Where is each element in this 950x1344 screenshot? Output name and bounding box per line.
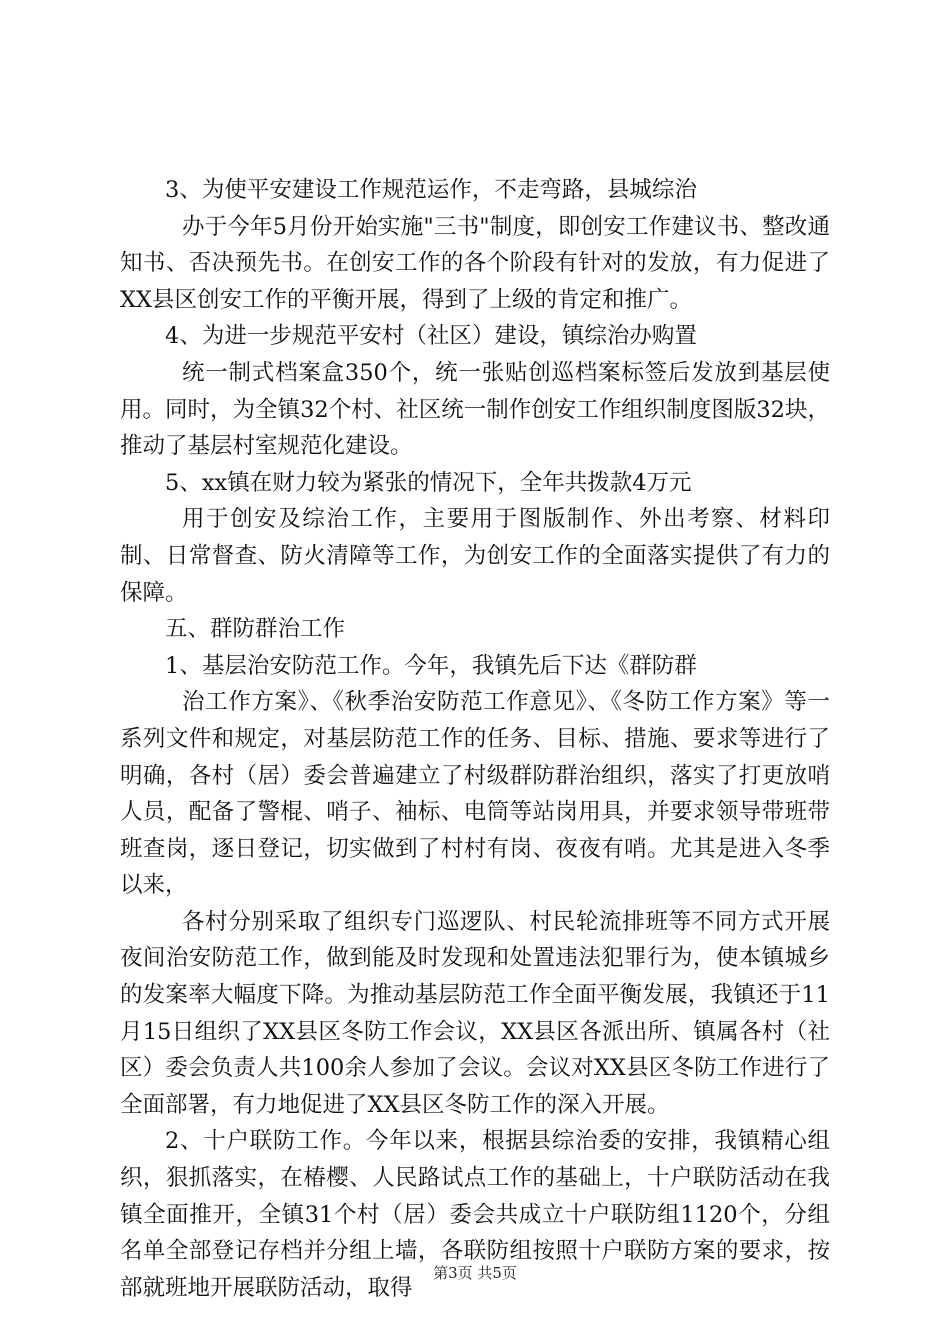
paragraph-10: 各村分别采取了组织专门巡逻队、村民轮流排班等不同方式开展夜间治安防范工作，做到能及时发现和处置违法犯罪行为，使本镇城乡的发案率大幅度下降。为推动基层防范工作全面平衡发展，我镇还于11月15日组织了XX县区冬防工作会议，XX县区各派出所、镇属各村（社区）委会负责人共100余人参加了会议。会议对XX县区冬防工作进行了全面部署，有力地促进了XX县区冬防工作的深入开展。 bbox=[120, 908, 830, 1118]
page-footer: 第3页 共5页 bbox=[433, 1264, 517, 1282]
paragraph-9: 治工作方案》、《秋季治安防范工作意见》、《冬防工作方案》等一系列文件和规定，对基层防范工作的任务、目标、措施、要求等进行了明确，各村（居）委会普遍建立了村级群防群治组织，落实了打更放哨人员，配备了警棍、哨子、袖标、电筒等站岗用具，并要求领导带班带班查岗，逐日登记，切实做到了村村有岗、夜夜有哨。尤其是进入冬季以来， bbox=[120, 689, 830, 899]
paragraph-3: 4、为进一步规范平安村（社区）建设，镇综治办购置 bbox=[165, 323, 697, 350]
paragraph-8: 1、基层治安防范工作。今年，我镇先后下达《群防群 bbox=[165, 652, 697, 679]
paragraph-2: 办于今年5月份开始实施"三书"制度，即创安工作建议书、整改通知书、否决预先书。在创安工作的各个阶段有针对的发放，有力促进了XX县区创安工作的平衡开展，得到了上级的肯定和推广。 bbox=[120, 213, 830, 313]
paragraph-6: 用于创安及综治工作，主要用于图版制作、外出考察、材料印制、日常督查、防火清障等工作，为创安工作的全面落实提供了有力的保障。 bbox=[120, 506, 830, 606]
body-text bbox=[120, 172, 830, 1306]
paragraph-1: 3、为使平安建设工作规范运作，不走弯路，县城综治 bbox=[165, 177, 697, 203]
paragraph-11: 2、十户联防工作。今年以来，根据县综治委的安排，我镇精心组织，狠抓落实，在椿樱、人民路试点工作的基础上，十户联防活动在我镇全面推开，全镇31个村（居）委会共成立十户联防组1120个，分组名单全部登记存档并分组上墙，各联防组按照十户联防方案的要求，按部就班地开展联防活动，取得 bbox=[120, 1128, 830, 1301]
paragraph-5: 5、xx镇在财力较为紧张的情况下，全年共拨款4万元 bbox=[165, 469, 692, 496]
paragraph-4: 统一制式档案盒350个，统一张贴创巡档案标签后发放到基层使用。同时，为全镇32个村、社区统一制作创安工作组织制度图版32块，推动了基层村室规范化建设。 bbox=[120, 359, 830, 460]
section-heading: 五、群防群治工作 bbox=[165, 616, 346, 643]
